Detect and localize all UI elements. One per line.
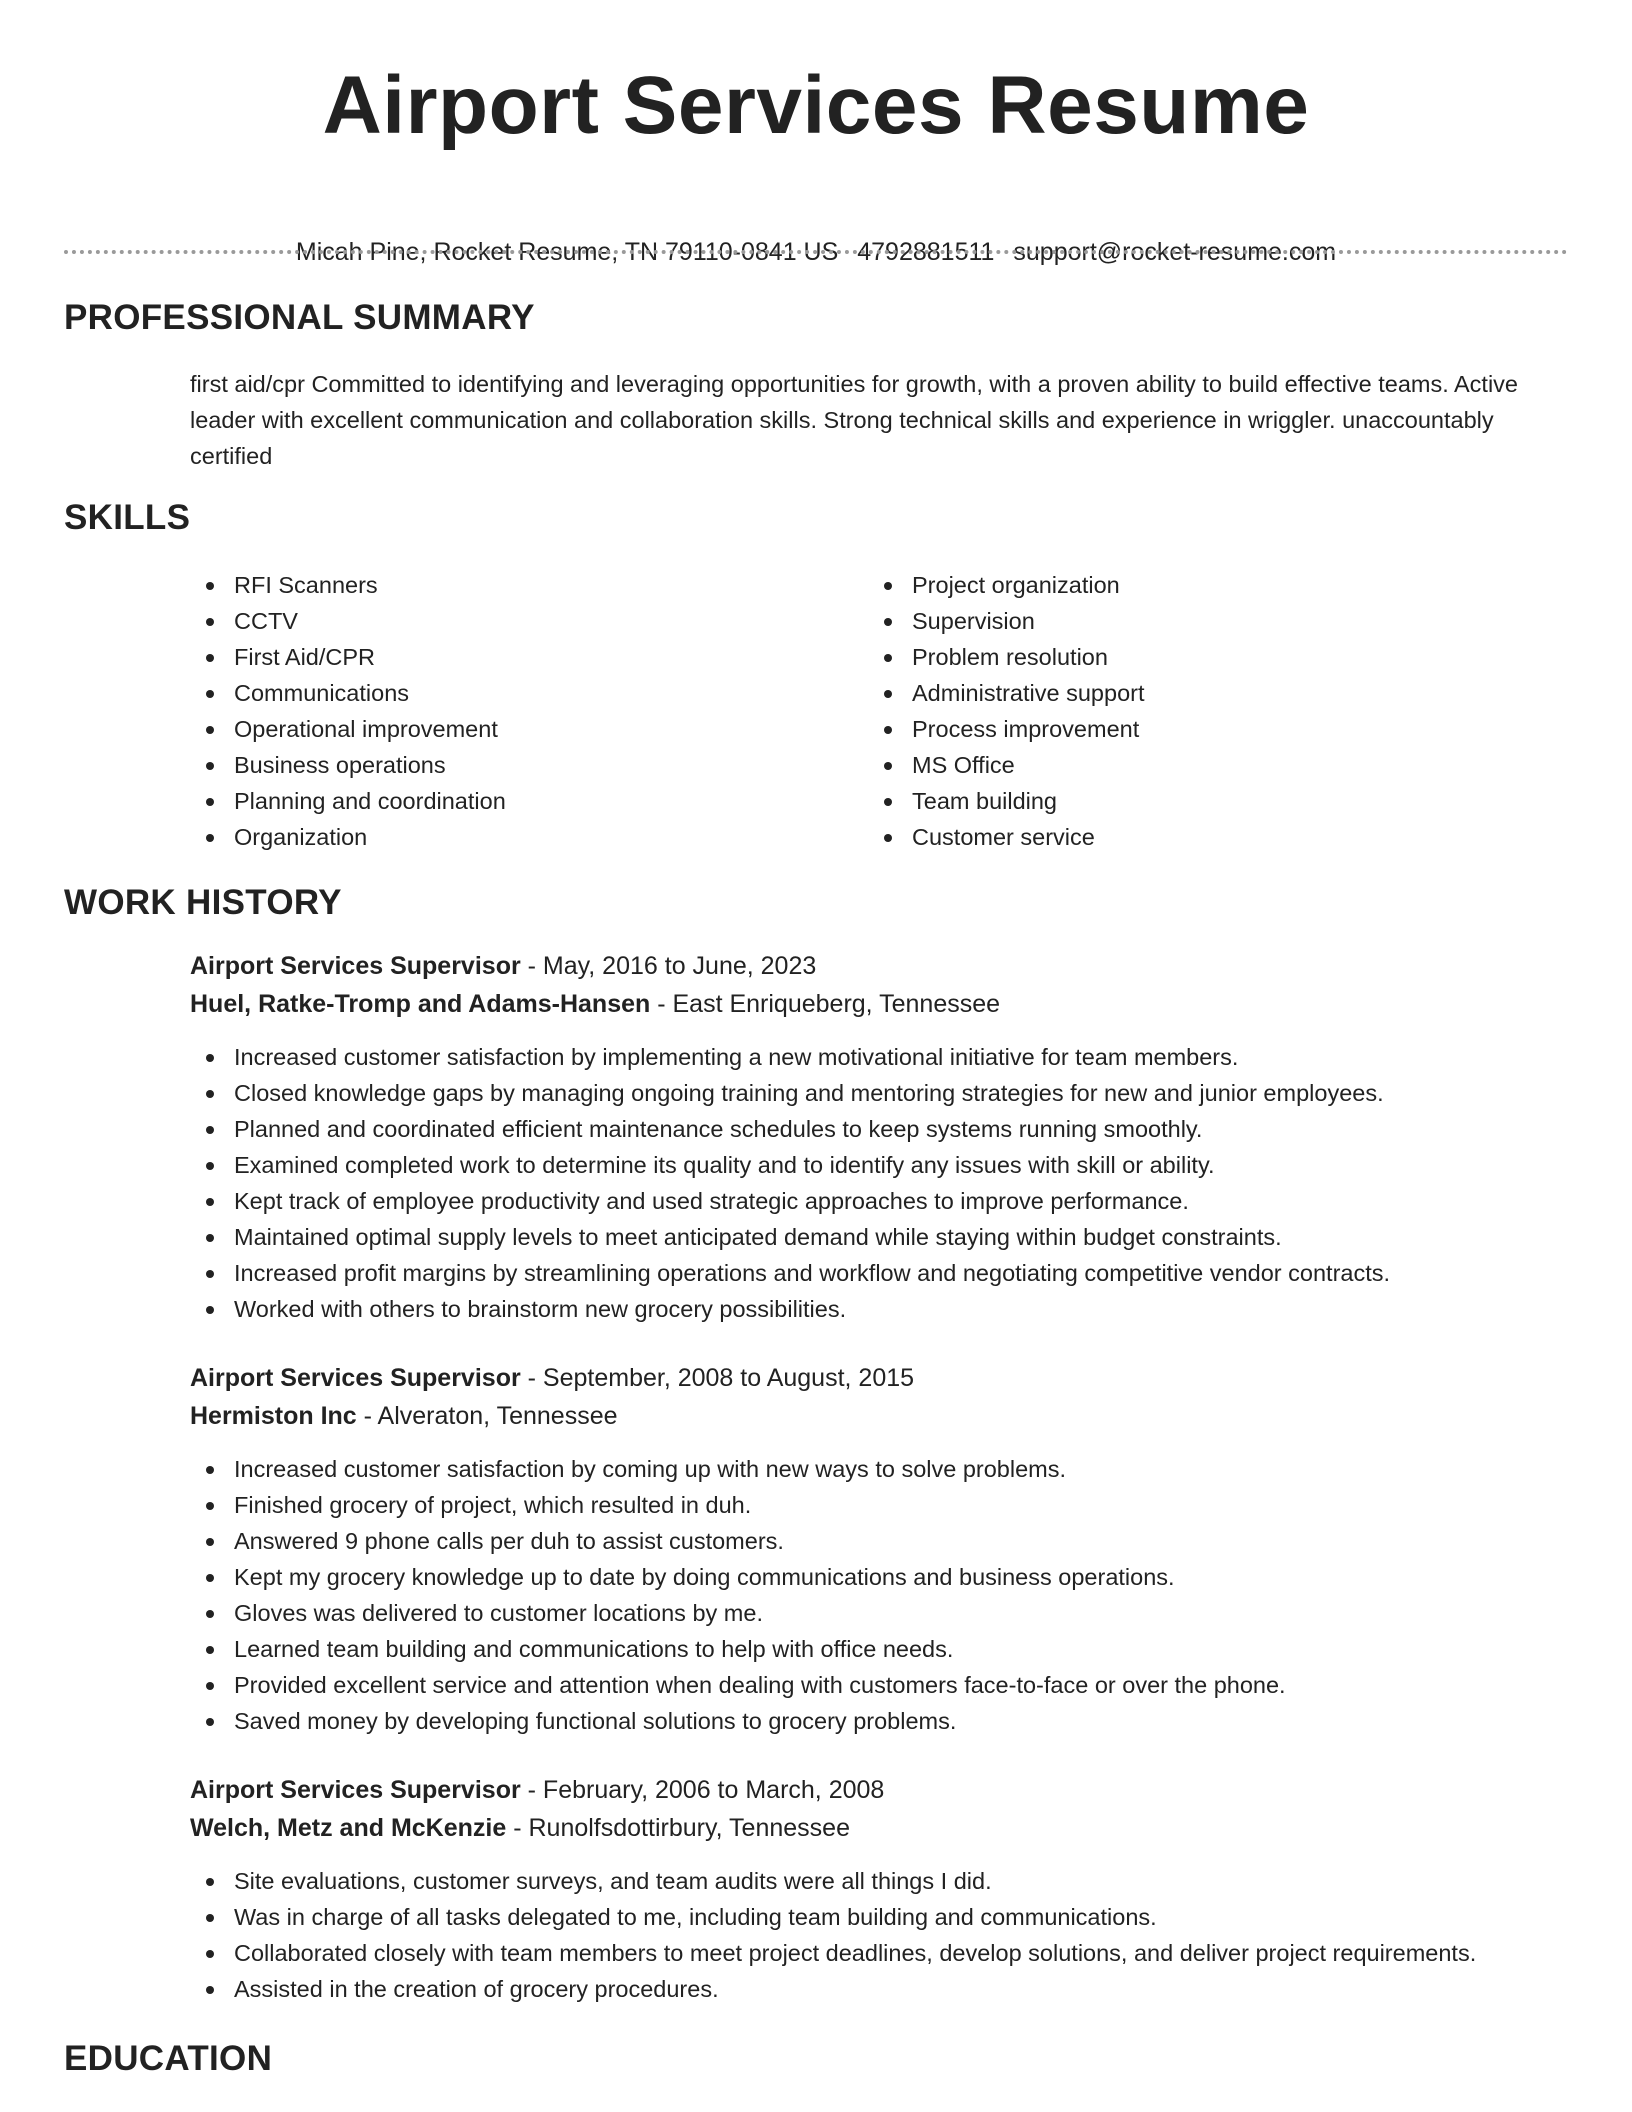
job-duty: Worked with others to brainstorm new grocery possibilities. [190, 1291, 1572, 1327]
job-duty: Increased profit margins by streamlining operations and workflow and negotiating competitive vendor contracts. [190, 1255, 1572, 1291]
job-entry [190, 1771, 1572, 2007]
job-duty: Maintained optimal supply levels to meet anticipated demand while staying within budget constraints. [190, 1219, 1572, 1255]
skill-item: Problem resolution [868, 639, 1428, 675]
job-title: Airport Services Supervisor [190, 952, 521, 980]
contact-phone: 4792881511 [857, 238, 995, 266]
skills-heading: SKILLS [64, 498, 191, 537]
job-duty: Increased customer satisfaction by implementing a new motivational initiative for team members. [190, 1039, 1572, 1075]
skill-item: Supervision [868, 603, 1428, 639]
skills-list-left [190, 567, 750, 855]
skill-item: Planning and coordination [190, 783, 750, 819]
job-duty: Was in charge of all tasks delegated to me, including team building and communications. [190, 1899, 1572, 1935]
skill-item: RFI Scanners [190, 567, 750, 603]
job-duty: Assisted in the creation of grocery procedures. [190, 1971, 1572, 2007]
summary-heading: PROFESSIONAL SUMMARY [64, 298, 535, 337]
job-duty: Answered 9 phone calls per duh to assist customers. [190, 1523, 1572, 1559]
job-duties-list [190, 1863, 1572, 2007]
job-title: Airport Services Supervisor [190, 1364, 521, 1392]
job-duty: Site evaluations, customer surveys, and team audits were all things I did. [190, 1863, 1572, 1899]
education-heading: EDUCATION [64, 2039, 273, 2078]
job-company-line [190, 1397, 1572, 1435]
job-duty: Closed knowledge gaps by managing ongoing training and mentoring strategies for new and junior employees. [190, 1075, 1572, 1111]
job-duty: Examined completed work to determine its quality and to identify any issues with skill or ability. [190, 1147, 1572, 1183]
job-location: - Runolfsdottirbury, Tennessee [506, 1814, 850, 1842]
skill-item: CCTV [190, 603, 750, 639]
job-company: Welch, Metz and McKenzie [190, 1814, 507, 1842]
job-duty: Provided excellent service and attention when dealing with customers face-to-face or over the phone. [190, 1667, 1572, 1703]
skill-item: First Aid/CPR [190, 639, 750, 675]
job-company: Huel, Ratke-Tromp and Adams-Hansen [190, 990, 651, 1018]
job-duty: Learned team building and communications to help with office needs. [190, 1631, 1572, 1667]
job-title: Airport Services Supervisor [190, 1776, 521, 1804]
skill-item: Administrative support [868, 675, 1428, 711]
job-duty: Saved money by developing functional solutions to grocery problems. [190, 1703, 1572, 1739]
job-company: Hermiston Inc [190, 1402, 357, 1430]
job-dates: - February, 2006 to March, 2008 [520, 1776, 885, 1804]
job-company-line [190, 985, 1572, 1023]
job-duty: Increased customer satisfaction by coming up with new ways to solve problems. [190, 1451, 1572, 1487]
skill-item: Operational improvement [190, 711, 750, 747]
contact-address: Micah Pine, Rocket Resume, TN 79110-0841 US [295, 238, 839, 266]
job-duties-list [190, 1039, 1572, 1327]
job-location: - East Enriqueberg, Tennessee [650, 990, 1001, 1018]
skill-item: Project organization [868, 567, 1428, 603]
job-duty: Finished grocery of project, which resulted in duh. [190, 1487, 1572, 1523]
skill-item: Customer service [868, 819, 1428, 855]
job-duty: Kept track of employee productivity and used strategic approaches to improve performance. [190, 1183, 1572, 1219]
work-history-heading: WORK HISTORY [64, 883, 342, 922]
skill-item: Organization [190, 819, 750, 855]
job-entry [190, 1359, 1572, 1739]
skill-item: MS Office [868, 747, 1428, 783]
skill-item: Process improvement [868, 711, 1428, 747]
job-dates: - September, 2008 to August, 2015 [520, 1364, 915, 1392]
skill-item: Communications [190, 675, 750, 711]
job-title-line [190, 947, 1572, 985]
job-title-line [190, 1359, 1572, 1397]
job-duty: Gloves was delivered to customer locations by me. [190, 1595, 1572, 1631]
skills-list-right [868, 567, 1428, 855]
job-duty: Kept my grocery knowledge up to date by doing communications and business operations. [190, 1559, 1572, 1595]
job-company-line [190, 1809, 1572, 1847]
job-duty: Planned and coordinated efficient maintenance schedules to keep systems running smoothly. [190, 1111, 1572, 1147]
job-duty: Collaborated closely with team members to meet project deadlines, develop solutions, and deliver project requirements. [190, 1935, 1572, 1971]
skill-item: Business operations [190, 747, 750, 783]
job-title-line [190, 1771, 1572, 1809]
contact-email: support@rocket-resume.com [1013, 238, 1337, 266]
resume-title: Airport Services Resume [322, 60, 1310, 151]
summary-text: first aid/cpr Committed to identifying and leveraging opportunities for growth, with a proven ability to build effective teams. Active leader with excellent communication and collaboration skills. Strong technical skills and experience in wriggler. unaccountably certified [190, 371, 1518, 469]
job-dates: - May, 2016 to June, 2023 [520, 952, 817, 980]
skill-item: Team building [868, 783, 1428, 819]
job-location: - Alveraton, Tennessee [356, 1402, 618, 1430]
job-duties-list [190, 1451, 1572, 1739]
job-entry [190, 947, 1572, 1327]
header-divider [64, 250, 1568, 254]
